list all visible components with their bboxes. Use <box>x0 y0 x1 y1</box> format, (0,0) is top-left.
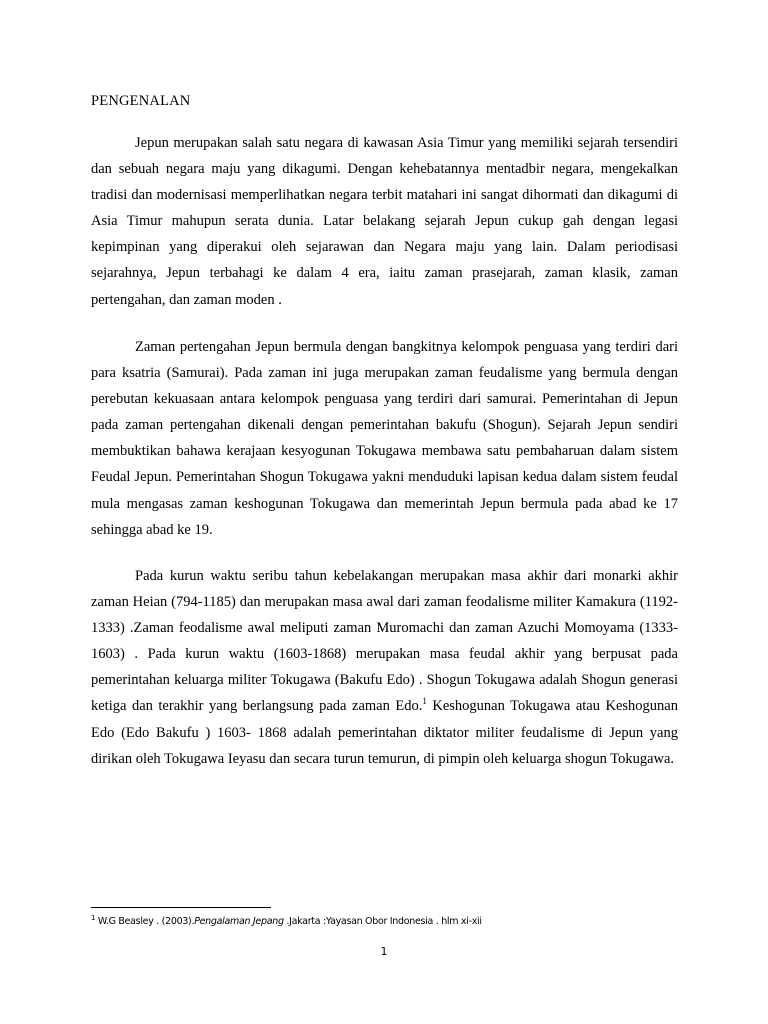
footnote-mark: 1 <box>91 913 96 922</box>
footnote-title: Pengalaman Jepang <box>194 916 284 927</box>
footnote-reference-mark[interactable]: 1 <box>422 696 427 707</box>
section-heading: PENGENALAN <box>91 93 191 109</box>
paragraph-3-text-before-ref: Pada kurun waktu seribu tahun kebelakangan merupakan masa akhir dari monarki akhir zaman Heian (794-1185) dan merupakan masa awal dari zaman feodalisme militer Kamakura (1192-1333) .Zaman feodalisme awal meliputi zaman Muromachi dan zaman Azuchi Momoyama (1333-1603) . Pada kurun waktu (1603-1868) merupakan masa feudal akhir yang berpusat pada pemerintahan keluarga militer Tokugawa (Bakufu Edo) . Shogun Tokugawa adalah Shogun generasi ketiga dan terakhir yang berlangsung pada zaman Edo. <box>91 568 678 715</box>
paragraph-2: Zaman pertengahan Jepun bermula dengan bangkitnya kelompok penguasa yang terdiri dari para ksatria (Samurai). Pada zaman ini juga merupakan zaman feudalisme yang bermula dengan perebutan kekuasaan antara kelompok penguasa yang terdiri dari samurai. Pemerintahan di Jepun pada zaman pertengahan dikenali dengan pemerintahan bakufu (Shogun). Sejarah Jepun sendiri membuktikan bahawa kerajaan kesyogunan Tokugawa membawa satu pembaharuan dalam sistem Feudal Jepun. Pemerintahan Shogun Tokugawa yakni menduduki lapisan kedua dalam sistem feudal mula mengasas zaman keshogunan Tokugawa dan memerintah Jepun bermula pada abad ke 17 sehingga abad ke 19. <box>91 339 678 538</box>
page-number: 1 <box>380 945 388 958</box>
footnote-publication: .Jakarta :Yayasan Obor Indonesia . hlm xi-xii <box>283 916 482 927</box>
paragraph-3 <box>91 563 678 772</box>
paragraph-3-text-after-ref: Keshogunan Tokugawa atau Keshogunan Edo (Edo Bakufu ) 1603- 1868 adalah pemerintahan diktator militer feudalisme di Jepun yang dirikan oleh Tokugawa Ieyasu dan secara turun temurun, di pimpin oleh keluarga shogun Tokugawa. <box>91 698 678 767</box>
footnote-author: W.G Beasley . (2003). <box>95 916 195 927</box>
footnote <box>91 913 482 927</box>
footnote-separator <box>91 907 271 908</box>
paragraph-1: Jepun merupakan salah satu negara di kawasan Asia Timur yang memiliki sejarah tersendiri dan sebuah negara maju yang dikagumi. Dengan kehebatannya mentadbir negara, mengekalkan tradisi dan modernisasi memperlihatkan negara terbit matahari ini sangat dihormati dan dikagumi di Asia Timur mahupun serata dunia. Latar belakang sejarah Jepun cukup gah dengan legasi kepimpinan yang diperakui oleh sejarawan dan Negara maju yang lain. Dalam periodisasi sejarahnya, Jepun terbahagi ke dalam 4 era, iaitu zaman prasejarah, zaman klasik, zaman pertengahan, dan zaman moden . <box>91 135 678 308</box>
